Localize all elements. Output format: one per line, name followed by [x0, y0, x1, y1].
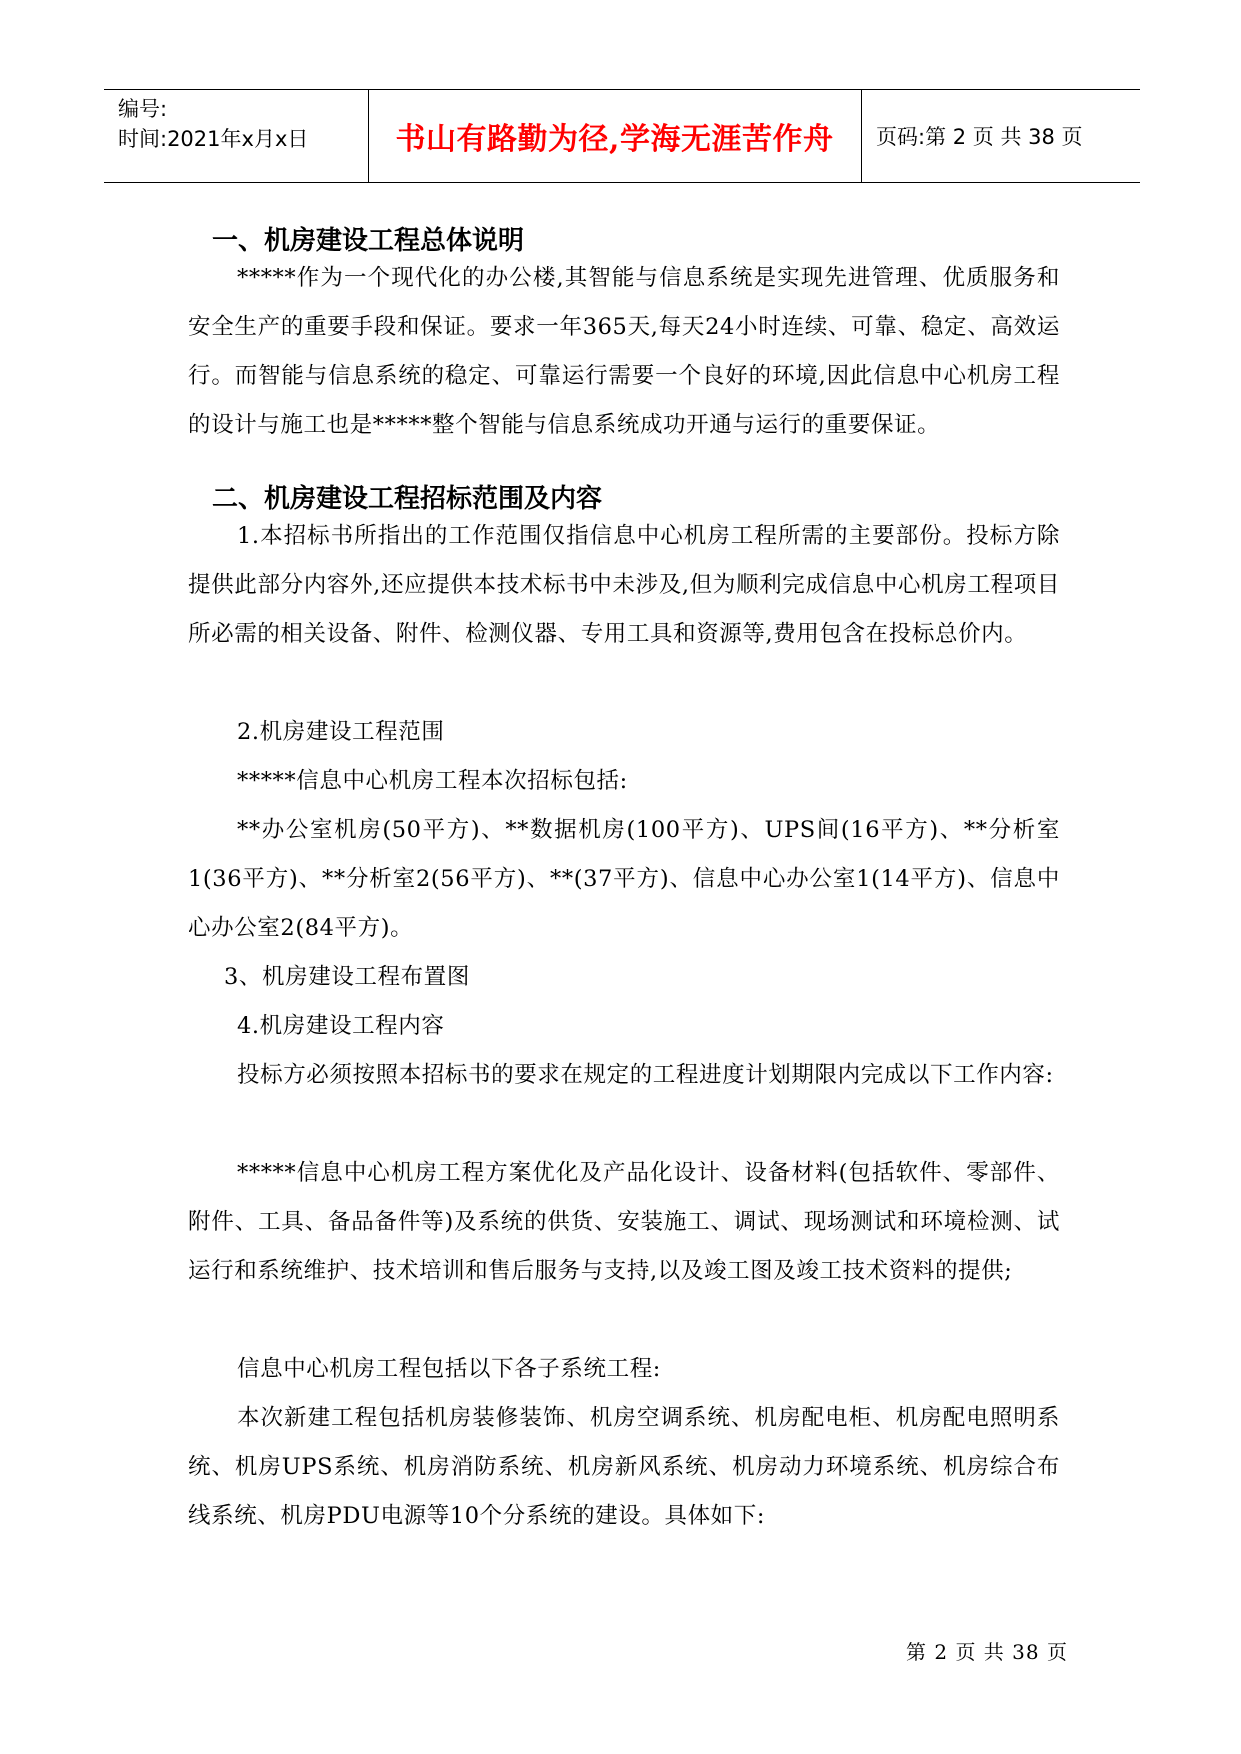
header-number-label: 编号:: [118, 97, 168, 121]
section-heading-1: 一、机房建设工程总体说明: [212, 226, 525, 256]
paragraph-scope-title: 2.机房建设工程范围: [237, 719, 445, 745]
page-footer: 第 2 页 共 38 页: [906, 1640, 1068, 1664]
header-time-label: 时间:2021年x月x日: [118, 127, 309, 151]
paragraph-content-scope: *****信息中心机房工程方案优化及产品化设计、设备材料(包括软件、零部件、附件、工具、备品备件等)及系统的供货、安装施工、调试、现场测试和环境检测、试运行和系统维护、技术培训和售后服务与支持,以及竣工图及竣工技术资料的提供;: [188, 1160, 1060, 1284]
header-divider-right: [861, 90, 862, 182]
paragraph-layout-title: 3、机房建设工程布置图: [224, 964, 470, 990]
header-meta: [118, 94, 308, 154]
header-motto: 书山有路勤为径,学海无涯苦作舟: [395, 122, 834, 157]
paragraph-content-requirement: 投标方必须按照本招标书的要求在规定的工程进度计划期限内完成以下工作内容:: [237, 1062, 1054, 1088]
paragraph-subsystems-lead: 信息中心机房工程包括以下各子系统工程:: [237, 1356, 661, 1382]
paragraph-subsystems-list: 本次新建工程包括机房装修装饰、机房空调系统、机房配电柜、机房配电照明系统、机房UPS系统、机房消防系统、机房新风系统、机房动力环境系统、机房综合布线系统、机房PDU电源等10个分系统的建设。具体如下:: [188, 1405, 1060, 1529]
paragraph-scope-intro: 1.本招标书所指出的工作范围仅指信息中心机房工程所需的主要部份。投标方除提供此部分内容外,还应提供本技术标书中未涉及,但为顺利完成信息中心机房工程项目所必需的相关设备、附件、检测仪器、专用工具和资源等,费用包含在投标总价内。: [188, 523, 1060, 647]
page-header: [104, 89, 1140, 183]
paragraph-overview: *****作为一个现代化的办公楼,其智能与信息系统是实现先进管理、优质服务和安全生产的重要手段和保证。要求一年365天,每天24小时连续、可靠、稳定、高效运行。而智能与信息系统的稳定、可靠运行需要一个良好的环境,因此信息中心机房工程的设计与施工也是*****整个智能与信息系统成功开通与运行的重要保证。: [188, 265, 1060, 438]
paragraph-scope-rooms: **办公室机房(50平方)、**数据机房(100平方)、UPS间(16平方)、**分析室1(36平方)、**分析室2(56平方)、**(37平方)、信息中心办公室1(14平方)、信息中心办公室2(84平方)。: [188, 817, 1060, 941]
header-page-info: 页码:第 2 页 共 38 页: [876, 125, 1083, 149]
paragraph-content-title: 4.机房建设工程内容: [237, 1013, 445, 1039]
section-heading-2: 二、机房建设工程招标范围及内容: [212, 484, 603, 514]
paragraph-scope-lead: *****信息中心机房工程本次招标包括:: [237, 768, 628, 794]
